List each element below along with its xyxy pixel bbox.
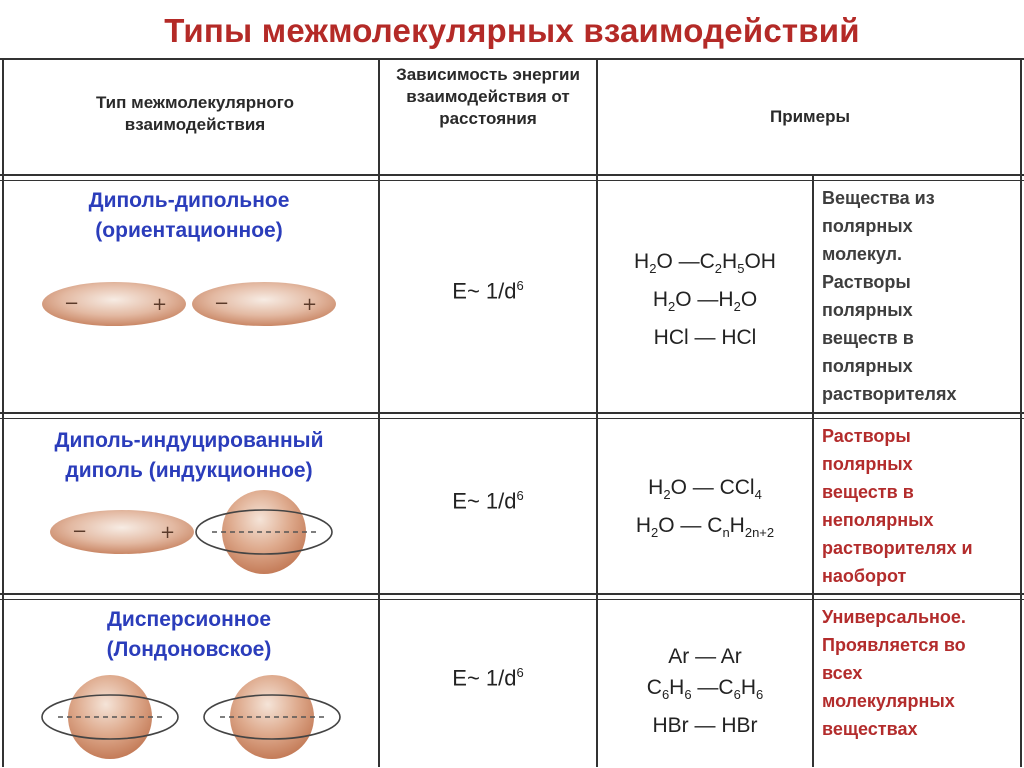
page-title: Типы межмолекулярных взаимодействий xyxy=(164,12,860,49)
example-description xyxy=(822,422,1020,590)
positive-charge-label: + xyxy=(152,294,168,315)
example-formula-line xyxy=(598,472,812,510)
description-line: всех xyxy=(822,663,863,683)
example-formulas xyxy=(598,641,812,741)
polar-molecule xyxy=(40,276,188,337)
description-line: веществ в xyxy=(822,482,914,502)
formula-subscript: 2 xyxy=(668,299,676,315)
formula-text: H xyxy=(652,288,668,312)
row-divider-2 xyxy=(0,593,1024,595)
nonpolar-molecule-icon xyxy=(200,671,344,763)
description-line: неполярных xyxy=(822,510,934,530)
energy-dependence xyxy=(380,278,596,304)
positive-charge-label: + xyxy=(160,522,176,543)
description-line: молекулярных xyxy=(822,691,955,711)
formula-text: O xyxy=(740,288,758,312)
formula-text: OH xyxy=(744,250,776,273)
energy-dependence xyxy=(380,665,596,691)
formula-text: C xyxy=(646,676,662,699)
formula-subscript: 2 xyxy=(733,299,741,315)
interaction-types-table xyxy=(0,58,1024,767)
formula-text: O —C xyxy=(656,250,715,273)
description-line: веществах xyxy=(822,719,918,739)
interaction-type-line: (ориентационное) xyxy=(95,219,283,242)
example-description xyxy=(822,184,1020,408)
formula-text: —C xyxy=(691,676,734,699)
negative-charge-label: − xyxy=(214,293,230,314)
formula-subscript: 4 xyxy=(754,487,762,503)
positive-charge-label: + xyxy=(302,294,318,315)
formula-subscript: 2 xyxy=(714,261,723,277)
example-formula-line xyxy=(598,322,812,353)
formula-subscript: 2 xyxy=(649,261,657,277)
formula-subscript: 6 xyxy=(661,687,670,703)
negative-charge-label: − xyxy=(64,293,80,314)
description-line: Растворы xyxy=(822,272,911,292)
energy-formula: E~ 1/d xyxy=(452,278,517,304)
description-line: растворителях xyxy=(822,384,957,404)
description-line: наоборот xyxy=(822,566,907,586)
header-energy: Зависимость энергии взаимодействия от расстояния xyxy=(396,65,580,128)
formula-subscript: 2 xyxy=(663,487,671,503)
example-formula-line xyxy=(598,710,812,741)
table-top-border xyxy=(0,58,1024,60)
header-examples: Примеры xyxy=(770,107,850,126)
formula-text: HBr — HBr xyxy=(652,714,758,738)
interaction-type-name xyxy=(6,426,372,486)
description-line: молекул. xyxy=(822,244,903,264)
nonpolar-molecule-icon xyxy=(192,486,336,578)
formula-subscript: 6 xyxy=(684,687,692,703)
negative-charge-label: − xyxy=(72,521,88,542)
row-divider-1-double xyxy=(0,418,1024,419)
polar-molecule xyxy=(190,276,338,337)
interaction-type-line: диполь (индукционное) xyxy=(65,459,313,482)
example-formulas xyxy=(598,472,812,548)
interaction-type-line: Диполь-индуцированный xyxy=(54,429,324,452)
energy-exponent: 6 xyxy=(516,665,524,680)
energy-dependence xyxy=(380,488,596,514)
formula-text: O — C xyxy=(658,514,723,538)
description-line: полярных xyxy=(822,454,913,474)
header-divider xyxy=(0,174,1024,176)
formula-subscript: 2 xyxy=(651,525,659,541)
example-formulas xyxy=(598,246,812,353)
formula-subscript: 2n+2 xyxy=(744,525,775,541)
table-row xyxy=(0,182,1024,412)
formula-text: H xyxy=(648,476,664,499)
table-row xyxy=(0,601,1024,767)
energy-exponent: 6 xyxy=(516,278,524,293)
formula-text: O —H xyxy=(675,288,734,312)
polar-molecule-icon xyxy=(48,504,196,560)
row-divider-1 xyxy=(0,412,1024,414)
description-line: Проявляется во xyxy=(822,635,966,655)
energy-formula: E~ 1/d xyxy=(452,488,517,514)
formula-text: H xyxy=(634,250,650,273)
polar-molecule-icon xyxy=(190,276,338,332)
formula-text: H xyxy=(722,250,738,273)
formula-text: Ar — Ar xyxy=(668,645,742,668)
interaction-type-name xyxy=(6,186,372,246)
description-line: растворителях и xyxy=(822,538,973,558)
formula-subscript: 6 xyxy=(755,687,764,703)
example-formula-line xyxy=(598,510,812,548)
example-formula-line xyxy=(598,246,812,284)
formula-text: H xyxy=(740,676,756,699)
example-formula-line xyxy=(598,672,812,710)
table-row xyxy=(0,420,1024,593)
formula-subscript: n xyxy=(722,525,730,541)
description-line: Вещества из xyxy=(822,188,935,208)
description-line: полярных xyxy=(822,356,913,376)
example-formula-line xyxy=(598,641,812,672)
interaction-type-line: Диполь-дипольное xyxy=(88,189,290,212)
formula-text: H xyxy=(669,676,685,699)
formula-text: H xyxy=(729,514,745,538)
nonpolar-molecule-icon xyxy=(38,671,182,763)
energy-exponent: 6 xyxy=(516,488,524,503)
description-line: веществ в xyxy=(822,328,914,348)
header-divider-double xyxy=(0,180,1024,181)
nonpolar-molecule xyxy=(38,671,182,768)
description-line: полярных xyxy=(822,300,913,320)
nonpolar-molecule xyxy=(200,671,344,768)
interaction-type-line: Дисперсионное xyxy=(106,608,272,631)
description-line: Универсальное. xyxy=(822,607,966,627)
interaction-type-line: (Лондоновское) xyxy=(106,638,272,661)
example-formula-line xyxy=(598,284,812,322)
row-divider-2-double xyxy=(0,599,1024,600)
interaction-type-name xyxy=(6,605,372,665)
formula-subscript: 6 xyxy=(733,687,741,703)
polar-molecule-icon xyxy=(40,276,188,332)
polar-molecule xyxy=(48,504,196,565)
header-type: Тип межмолекулярного взаимодействия xyxy=(95,93,295,134)
energy-formula: E~ 1/d xyxy=(452,665,517,691)
nonpolar-molecule xyxy=(192,486,336,583)
formula-text: H xyxy=(635,514,652,538)
formula-subscript: 5 xyxy=(737,261,745,277)
description-line: Растворы xyxy=(822,426,911,446)
formula-text: O — CCl xyxy=(670,476,755,499)
description-line: полярных xyxy=(822,216,913,236)
formula-text: HCl — HCl xyxy=(653,326,757,350)
example-description xyxy=(822,603,1020,743)
